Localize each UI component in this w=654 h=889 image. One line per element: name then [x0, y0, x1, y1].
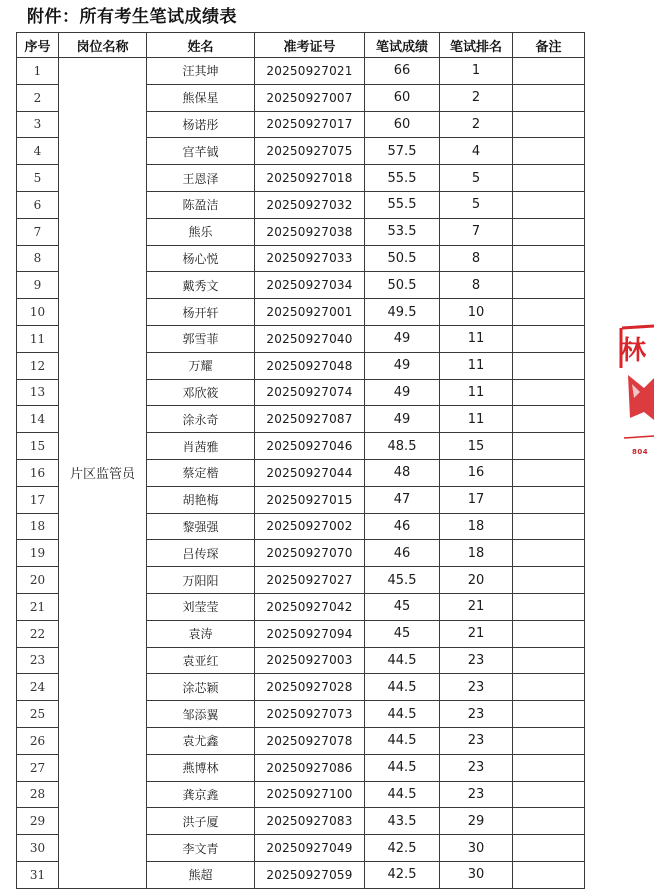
- cell-exam-id: 20250927086: [255, 754, 365, 781]
- cell-rank: 11: [440, 379, 513, 406]
- cell-note: [513, 835, 585, 862]
- cell-name: 熊保星: [147, 84, 255, 111]
- cell-seq: 29: [17, 808, 59, 835]
- cell-seq: 18: [17, 513, 59, 540]
- cell-name: 袁涛: [147, 620, 255, 647]
- cell-exam-id: 20250927078: [255, 727, 365, 754]
- cell-seq: 13: [17, 379, 59, 406]
- cell-seq: 30: [17, 835, 59, 862]
- header-score: 笔试成绩: [365, 33, 440, 58]
- cell-rank: 23: [440, 674, 513, 701]
- cell-exam-id: 20250927007: [255, 84, 365, 111]
- cell-exam-id: 20250927042: [255, 593, 365, 620]
- seal-stamp-graphic: [618, 320, 654, 470]
- cell-seq: 24: [17, 674, 59, 701]
- cell-note: [513, 218, 585, 245]
- cell-score: 47: [365, 486, 440, 513]
- cell-name: 袁尤鑫: [147, 727, 255, 754]
- cell-name: 邓欣筱: [147, 379, 255, 406]
- cell-seq: 2: [17, 84, 59, 111]
- cell-rank: 20: [440, 567, 513, 594]
- cell-note: [513, 299, 585, 326]
- cell-note: [513, 459, 585, 486]
- cell-rank: 8: [440, 245, 513, 272]
- table-row: [17, 58, 585, 85]
- cell-note: [513, 165, 585, 192]
- cell-score: 42.5: [365, 861, 440, 888]
- cell-exam-id: 20250927015: [255, 486, 365, 513]
- cell-score: 44.5: [365, 727, 440, 754]
- cell-rank: 23: [440, 727, 513, 754]
- cell-seq: 9: [17, 272, 59, 299]
- header-name: 姓名: [147, 33, 255, 58]
- cell-note: [513, 379, 585, 406]
- cell-seq: 20: [17, 567, 59, 594]
- cell-seq: 31: [17, 861, 59, 888]
- cell-rank: 1: [440, 58, 513, 85]
- cell-rank: 18: [440, 540, 513, 567]
- table-body: [17, 58, 585, 889]
- cell-name: 郭雪菲: [147, 325, 255, 352]
- cell-score: 60: [365, 111, 440, 138]
- cell-name: 刘莹莹: [147, 593, 255, 620]
- cell-note: [513, 567, 585, 594]
- cell-note: [513, 808, 585, 835]
- cell-exam-id: 20250927083: [255, 808, 365, 835]
- score-table: [16, 32, 585, 889]
- cell-name: 袁亚红: [147, 647, 255, 674]
- cell-rank: 10: [440, 299, 513, 326]
- cell-score: 66: [365, 58, 440, 85]
- cell-score: 49: [365, 325, 440, 352]
- cell-note: [513, 245, 585, 272]
- cell-seq: 11: [17, 325, 59, 352]
- cell-exam-id: 20250927094: [255, 620, 365, 647]
- cell-rank: 17: [440, 486, 513, 513]
- cell-exam-id: 20250927044: [255, 459, 365, 486]
- cell-note: [513, 674, 585, 701]
- cell-seq: 12: [17, 352, 59, 379]
- cell-score: 44.5: [365, 781, 440, 808]
- cell-rank: 23: [440, 647, 513, 674]
- cell-seq: 23: [17, 647, 59, 674]
- cell-seq: 17: [17, 486, 59, 513]
- cell-exam-id: 20250927002: [255, 513, 365, 540]
- cell-name: 吕传琛: [147, 540, 255, 567]
- cell-name: 杨开轩: [147, 299, 255, 326]
- cell-rank: 23: [440, 781, 513, 808]
- cell-rank: 5: [440, 165, 513, 192]
- cell-score: 50.5: [365, 272, 440, 299]
- cell-rank: 2: [440, 84, 513, 111]
- header-exam-id: 准考证号: [255, 33, 365, 58]
- cell-exam-id: 20250927040: [255, 325, 365, 352]
- cell-seq: 26: [17, 727, 59, 754]
- cell-note: [513, 486, 585, 513]
- cell-rank: 4: [440, 138, 513, 165]
- cell-score: 57.5: [365, 138, 440, 165]
- cell-name: 蔡定楷: [147, 459, 255, 486]
- cell-seq: 16: [17, 459, 59, 486]
- cell-score: 45.5: [365, 567, 440, 594]
- cell-seq: 19: [17, 540, 59, 567]
- cell-rank: 5: [440, 191, 513, 218]
- cell-note: [513, 58, 585, 85]
- cell-name: 熊超: [147, 861, 255, 888]
- header-position: 岗位名称: [59, 33, 147, 58]
- cell-name: 涂永奇: [147, 406, 255, 433]
- cell-rank: 11: [440, 325, 513, 352]
- cell-rank: 23: [440, 754, 513, 781]
- cell-exam-id: 20250927074: [255, 379, 365, 406]
- cell-note: [513, 325, 585, 352]
- page-title: 附件：所有考生笔试成绩表: [27, 7, 237, 27]
- cell-name: 黎强强: [147, 513, 255, 540]
- cell-score: 48: [365, 459, 440, 486]
- cell-note: [513, 647, 585, 674]
- cell-name: 肖茜雅: [147, 433, 255, 460]
- cell-name: 戴秀文: [147, 272, 255, 299]
- cell-score: 44.5: [365, 754, 440, 781]
- cell-name: 陈盈洁: [147, 191, 255, 218]
- cell-name: 熊乐: [147, 218, 255, 245]
- cell-score: 44.5: [365, 701, 440, 728]
- cell-rank: 15: [440, 433, 513, 460]
- header-note: 备注: [513, 33, 585, 58]
- cell-exam-id: 20250927059: [255, 861, 365, 888]
- cell-exam-id: 20250927049: [255, 835, 365, 862]
- cell-note: [513, 191, 585, 218]
- cell-name: 龚京錱: [147, 781, 255, 808]
- cell-seq: 22: [17, 620, 59, 647]
- cell-exam-id: 20250927021: [255, 58, 365, 85]
- cell-name: 汪其坤: [147, 58, 255, 85]
- cell-rank: 16: [440, 459, 513, 486]
- cell-exam-id: 20250927073: [255, 701, 365, 728]
- cell-seq: 7: [17, 218, 59, 245]
- cell-name: 万耀: [147, 352, 255, 379]
- cell-seq: 4: [17, 138, 59, 165]
- cell-score: 49: [365, 379, 440, 406]
- cell-score: 43.5: [365, 808, 440, 835]
- cell-score: 42.5: [365, 835, 440, 862]
- cell-exam-id: 20250927028: [255, 674, 365, 701]
- cell-name: 胡艳梅: [147, 486, 255, 513]
- cell-exam-id: 20250927027: [255, 567, 365, 594]
- seal-stamp: [618, 320, 654, 470]
- cell-note: [513, 111, 585, 138]
- cell-seq: 28: [17, 781, 59, 808]
- cell-score: 44.5: [365, 674, 440, 701]
- cell-rank: 30: [440, 861, 513, 888]
- cell-score: 50.5: [365, 245, 440, 272]
- cell-score: 55.5: [365, 165, 440, 192]
- header-rank: 笔试排名: [440, 33, 513, 58]
- cell-seq: 27: [17, 754, 59, 781]
- header-seq: 序号: [17, 33, 59, 58]
- cell-exam-id: 20250927032: [255, 191, 365, 218]
- cell-note: [513, 754, 585, 781]
- cell-exam-id: 20250927034: [255, 272, 365, 299]
- cell-note: [513, 513, 585, 540]
- cell-exam-id: 20250927038: [255, 218, 365, 245]
- cell-rank: 18: [440, 513, 513, 540]
- cell-seq: 21: [17, 593, 59, 620]
- cell-exam-id: 20250927046: [255, 433, 365, 460]
- cell-exam-id: 20250927075: [255, 138, 365, 165]
- cell-exam-id: 20250927003: [255, 647, 365, 674]
- cell-name: 李文青: [147, 835, 255, 862]
- cell-exam-id: 20250927048: [255, 352, 365, 379]
- cell-seq: 1: [17, 58, 59, 85]
- cell-score: 46: [365, 540, 440, 567]
- cell-note: [513, 781, 585, 808]
- cell-name: 杨诺彤: [147, 111, 255, 138]
- cell-rank: 11: [440, 352, 513, 379]
- cell-note: [513, 727, 585, 754]
- seal-character: 林: [620, 336, 647, 366]
- cell-exam-id: 20250927001: [255, 299, 365, 326]
- cell-seq: 15: [17, 433, 59, 460]
- cell-exam-id: 20250927017: [255, 111, 365, 138]
- cell-seq: 8: [17, 245, 59, 272]
- cell-name: 杨心悦: [147, 245, 255, 272]
- cell-seq: 10: [17, 299, 59, 326]
- cell-seq: 14: [17, 406, 59, 433]
- cell-note: [513, 272, 585, 299]
- cell-exam-id: 20250927018: [255, 165, 365, 192]
- cell-note: [513, 433, 585, 460]
- cell-note: [513, 138, 585, 165]
- cell-rank: 7: [440, 218, 513, 245]
- cell-seq: 5: [17, 165, 59, 192]
- seal-digits: 804: [632, 448, 649, 456]
- cell-rank: 11: [440, 406, 513, 433]
- cell-note: [513, 352, 585, 379]
- cell-rank: 8: [440, 272, 513, 299]
- cell-score: 55.5: [365, 191, 440, 218]
- cell-name: 涂芯颖: [147, 674, 255, 701]
- cell-position: 片区监管员: [59, 58, 147, 889]
- cell-score: 46: [365, 513, 440, 540]
- cell-name: 邹添翼: [147, 701, 255, 728]
- cell-note: [513, 84, 585, 111]
- cell-name: 王恩泽: [147, 165, 255, 192]
- cell-note: [513, 593, 585, 620]
- cell-exam-id: 20250927070: [255, 540, 365, 567]
- cell-score: 60: [365, 84, 440, 111]
- cell-note: [513, 701, 585, 728]
- cell-note: [513, 861, 585, 888]
- table-header-row: [17, 33, 585, 58]
- cell-seq: 6: [17, 191, 59, 218]
- cell-name: 洪子厦: [147, 808, 255, 835]
- cell-exam-id: 20250927033: [255, 245, 365, 272]
- cell-rank: 29: [440, 808, 513, 835]
- cell-name: 万阳阳: [147, 567, 255, 594]
- cell-seq: 3: [17, 111, 59, 138]
- cell-rank: 2: [440, 111, 513, 138]
- cell-score: 44.5: [365, 647, 440, 674]
- cell-name: 宫芊钺: [147, 138, 255, 165]
- cell-note: [513, 540, 585, 567]
- cell-seq: 25: [17, 701, 59, 728]
- cell-score: 45: [365, 593, 440, 620]
- cell-score: 45: [365, 620, 440, 647]
- cell-score: 49.5: [365, 299, 440, 326]
- cell-rank: 30: [440, 835, 513, 862]
- cell-rank: 23: [440, 701, 513, 728]
- cell-note: [513, 406, 585, 433]
- cell-rank: 21: [440, 620, 513, 647]
- cell-score: 53.5: [365, 218, 440, 245]
- cell-exam-id: 20250927087: [255, 406, 365, 433]
- cell-rank: 21: [440, 593, 513, 620]
- cell-exam-id: 20250927100: [255, 781, 365, 808]
- cell-score: 49: [365, 352, 440, 379]
- cell-score: 48.5: [365, 433, 440, 460]
- cell-score: 49: [365, 406, 440, 433]
- cell-name: 燕博林: [147, 754, 255, 781]
- cell-note: [513, 620, 585, 647]
